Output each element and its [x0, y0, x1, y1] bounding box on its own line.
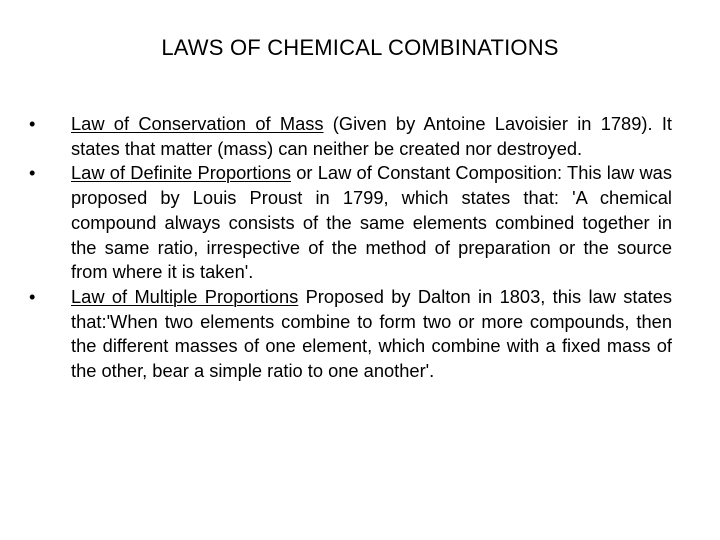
law-name: Law of Conservation of Mass	[71, 113, 324, 134]
law-name: Law of Definite Proportions	[71, 162, 291, 184]
bullet-item-multiple-proportions	[29, 285, 672, 384]
bullet-list	[29, 112, 672, 384]
bullet-icon: •	[29, 162, 36, 184]
bullet-item-conservation-of-mass	[29, 112, 672, 161]
law-description: or Law of Constant Composition: This law was proposed by Louis Proust in 1799, which states that: 'A chemical compound always consists of the same elements combined together in the same ratio, irrespective of the method of preparation or the source from where it is taken'.	[71, 162, 672, 283]
law-name: Law of Multiple Proportions	[71, 285, 299, 307]
law-description: (Given by Antoine Lavoisier in 1789). It states that matter (mass) can neither be created nor destroyed.	[71, 113, 672, 159]
bullet-icon: •	[29, 285, 36, 307]
law-description: Proposed by Dalton in 1803, this law states that:'When two elements combine to form two or more compounds, then the different masses of one element, which combine with a fixed mass of the other, bear a simple ratio to one another'.	[71, 285, 672, 382]
slide-title: LAWS OF CHEMICAL COMBINATIONS	[161, 35, 559, 60]
bullet-icon: •	[29, 113, 36, 134]
bullet-item-definite-proportions	[29, 161, 672, 285]
